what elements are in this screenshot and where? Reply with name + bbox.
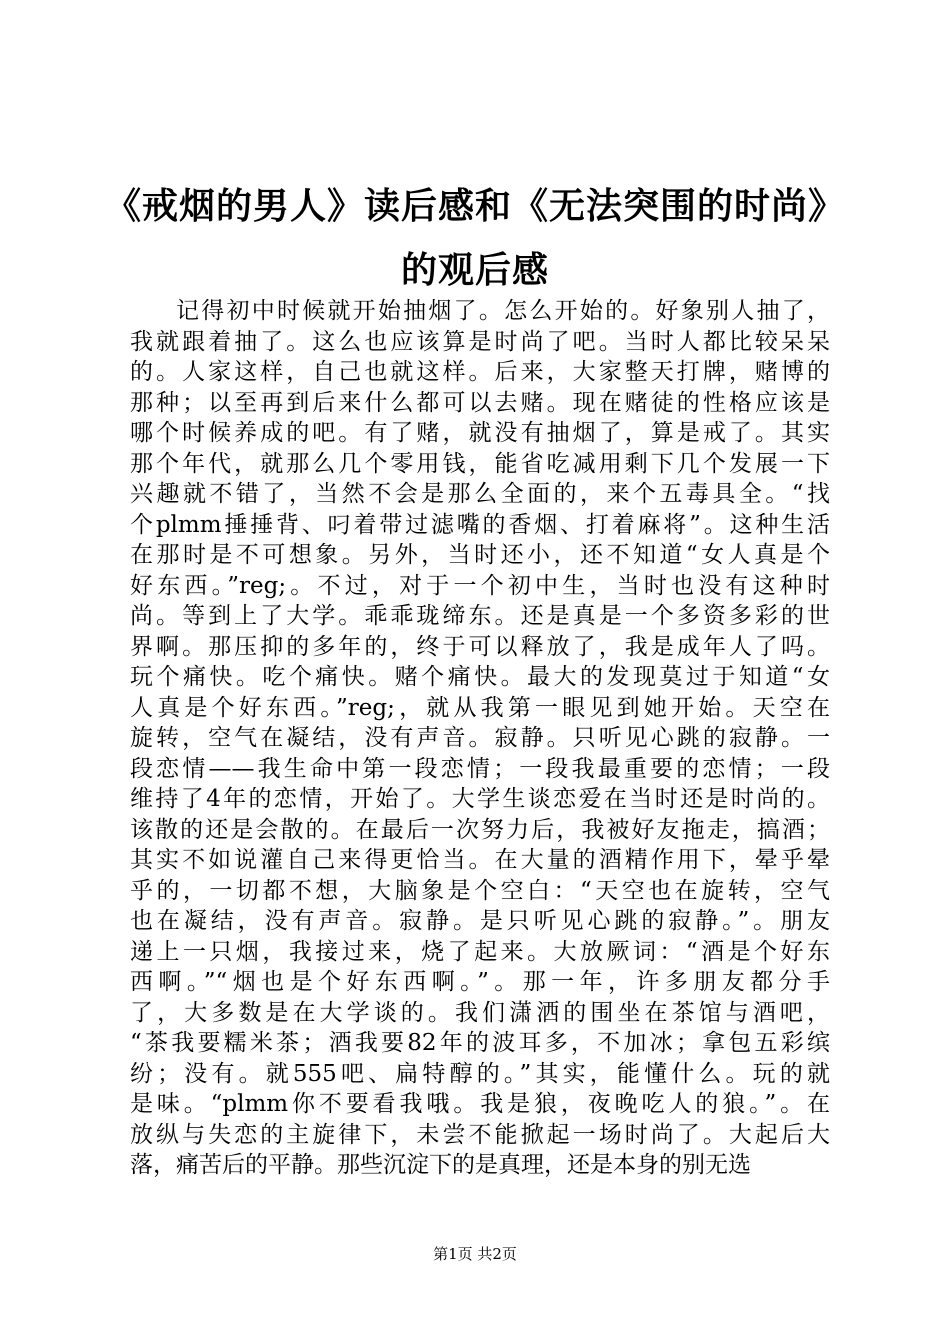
body-line: 尚。等到上了大学。乖乖珑缔东。还是真是一个多资多彩的世 [130,603,830,629]
body-line: 那个年代，就那么几个零用钱，能省吃减用剩下几个发展一下 [130,450,830,477]
body-line: 维持了4年的恋情，开始了。大学生谈恋爱在当时还是时尚的。 [130,786,830,812]
body-line: 那种；以至再到后来什么都可以去赌。现在赌徒的性格应该是 [130,389,830,416]
body-line: 个plmm捶捶背、叼着带过滤嘴的香烟、打着麻将”。这种生活 [130,511,830,538]
document-title-line-1: 《戒烟的男人》读后感和《无法突围的时尚》 [104,185,845,227]
body-line: 界啊。那压抑的多年的，终于可以释放了，我是成年人了吗。 [130,633,830,660]
body-line: 其实不如说灌自己来得更恰当。在大量的酒精作用下，晕乎晕 [130,847,830,873]
body-line: 落，痛苦后的平静。那些沉淀下的是真理，还是本身的别无选 [130,1152,751,1178]
document-body [130,296,830,1181]
body-line: 玩个痛快。吃个痛快。赌个痛快。最大的发现莫过于知道“女 [130,664,830,690]
body-line: 该散的还是会散的。在最后一次努力后，我被好友拖走，搞酒； [130,816,830,843]
body-line: 兴趣就不错了，当然不会是那么全面的，来个五毒具全。“找 [130,481,830,507]
body-line: 记得初中时候就开始抽烟了。怎么开始的。好象别人抽了， [176,298,830,324]
body-line: 我就跟着抽了。这么也应该算是时尚了吧。当时人都比较呆呆 [130,328,830,355]
document-title-line-2: 的观后感 [400,249,549,291]
body-line: 放纵与失恋的主旋律下，未尝不能掀起一场时尚了。大起后大 [130,1121,830,1148]
body-line: 哪个时候养成的吧。有了赌，就没有抽烟了，算是戒了。其实 [130,420,830,446]
page-footer: 第1页 共2页 [433,1245,517,1263]
body-line: 了，大多数是在大学谈的。我们潇洒的围坐在茶馆与酒吧， [130,999,830,1026]
body-line: 递上一只烟，我接过来，烧了起来。大放厥词：“酒是个好东 [130,938,830,965]
body-line: 乎的，一切都不想，大脑象是个空白：“天空也在旋转，空气 [130,877,830,904]
body-line: “茶我要糯米茶；酒我要82年的波耳多，不加冰；拿包五彩缤 [130,1030,830,1056]
body-line: 的。人家这样，自己也就这样。后来，大家整天打牌，赌博的 [130,359,830,385]
body-line: 好东西。”reg;。不过，对于一个初中生，当时也没有这种时 [130,572,830,599]
body-line: 人真是个好东西。”reg;，就从我第一眼见到她开始。天空在 [130,694,830,721]
body-line: 是味。“plmm你不要看我哦。我是狼，夜晚吃人的狼。”。在 [130,1091,830,1117]
body-line: 旋转，空气在凝结，没有声音。寂静。只听见心跳的寂静。一 [130,725,830,751]
body-line: 纷；没有。就555吧、扁特醇的。”其实，能懂什么。玩的就 [130,1060,830,1087]
body-line: 也在凝结，没有声音。寂静。是只听见心跳的寂静。”。朋友 [130,908,830,934]
body-line: 在那时是不可想象。另外，当时还小，还不知道“女人真是个 [130,542,830,568]
body-line: 西啊。”“烟也是个好东西啊。”。那一年，许多朋友都分手 [130,969,830,995]
body-line: 段恋情——我生命中第一段恋情；一段我最重要的恋情；一段 [130,755,830,782]
